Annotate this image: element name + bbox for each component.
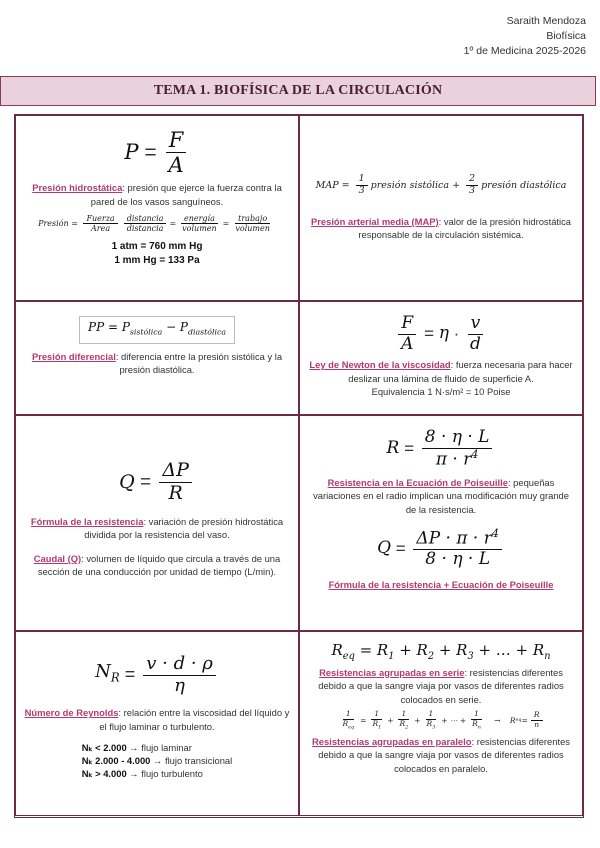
formula-p-f-a: P = $\frac{F}{A}$ bbox=[16, 128, 298, 177]
formula-series-resistance: $R_{eq} = R_1 + R_2 + R_3$ + … + $R_n$ bbox=[331, 641, 551, 662]
formula-pressure-equivalences: Presión = $\frac{\text{Fuerza}}{\text{Área}}$ $\frac{\text{distancia}}{\text{distancia}}$ = $\frac{\text{energía}}{\text{volumen}}$ = $\frac{\text{trabajo}}{\text{volumen}}$ bbox=[38, 214, 270, 234]
term-hydrostatic: Presión hidrostática bbox=[32, 182, 123, 194]
cell-series-parallel bbox=[299, 631, 583, 816]
cell-mean-arterial-pressure bbox=[299, 115, 583, 301]
cell-poiseuille bbox=[299, 415, 583, 631]
cell-reynolds bbox=[15, 631, 299, 816]
term-series: Resistencias agrupadas en serie bbox=[319, 666, 465, 678]
desc-newton: : fuerza necesaria para hacer deslizar una lámina de fluido de superficie A. bbox=[348, 359, 573, 384]
document-header bbox=[464, 14, 586, 59]
formula-q-poiseuille: Q = $\frac{\Delta P \cdot \pi \cdot r^4}{8 \cdot \eta \cdot L}$ bbox=[300, 528, 582, 570]
formula-q-dp-r: Q = $\frac{\Delta P}{R}$ bbox=[16, 460, 298, 505]
desc-differential: : diferencia entre la presión sistólica y la presión diastólica. bbox=[115, 350, 283, 376]
reynolds-flow-list bbox=[82, 741, 232, 780]
title-banner bbox=[0, 76, 596, 106]
desc-series: : resistencias diferentes debido a que la sangre viaja por vasos de diferentes radios colocados en serie. bbox=[318, 666, 564, 705]
page-title: TEMA 1. BIOFÍSICA DE LA CIRCULACIÓN bbox=[153, 83, 443, 98]
cell-resistance-formula bbox=[15, 415, 299, 631]
term-poiseuille: Resistencia en la Ecuación de Poiseuille bbox=[327, 476, 508, 488]
formula-r-poiseuille: R = $\frac{8 \cdot \eta \cdot L}{\pi \cdot r^4}$ bbox=[300, 428, 582, 470]
term-reynolds: Número de Reynolds bbox=[24, 707, 119, 719]
term-parallel: Resistencias agrupadas en paralelo bbox=[312, 735, 472, 747]
unit-equivalence-atm: 1 atm = 760 mm Hg bbox=[111, 240, 203, 252]
desc-resistance: : variación de presión hidrostática dividida por la resistencia del vaso. bbox=[84, 515, 284, 541]
desc-reynolds: : relación entre la viscosidad del líquido y el flujo laminar o turbulento. bbox=[99, 707, 290, 732]
list-item: Nₖ 2.000 - 4.000 → flujo transicional bbox=[81, 755, 233, 767]
desc-map: : valor de la presión hidrostática responsable de la circulación sistémica. bbox=[358, 215, 572, 241]
author-name: Saraith Mendoza bbox=[506, 15, 586, 27]
cell-hydrostatic-pressure bbox=[15, 115, 299, 301]
list-item: Nₖ < 2.000 → flujo laminar bbox=[81, 742, 192, 754]
cell-newton-viscosity bbox=[299, 301, 583, 415]
unit-equivalence-mmhg: 1 mm Hg = 133 Pa bbox=[114, 254, 200, 266]
subject-name: Biofísica bbox=[546, 30, 586, 42]
formula-newton-viscosity: $\frac{F}{A}$ = η · $\frac{v}{d}$ bbox=[300, 314, 582, 354]
term-resistance: Fórmula de la resistencia bbox=[30, 515, 144, 527]
desc-hydrostatic: : presión que ejerce la fuerza contra la pared de los vasos sanguíneos. bbox=[90, 182, 282, 207]
term-differential: Presión diferencial bbox=[31, 350, 116, 362]
desc-caudal: : volumen de líquido que circula a través de una sección de una conducción por unidad de tiempo (L/min). bbox=[37, 552, 281, 578]
formula-grid bbox=[14, 114, 584, 818]
desc-parallel: : resistencias diferentes debido a que la sangre viaja por vasos de diferentes radios colocados en paralelo. bbox=[318, 735, 570, 774]
term-caudal: Caudal (Q) bbox=[33, 552, 82, 564]
formula-parallel-resistance: $\frac{1}{R_{eq}}$ = $\frac{1}{R_1}$ + $\frac{1}{R_2}$ + $\frac{1}{R_3}$ + ⋯ + $\frac{1}{R_n}$ → R eq = $\frac{R}{n}$ bbox=[300, 710, 582, 731]
viscosity-equivalence: Equivalencia 1 N·s/m² = 10 Poise bbox=[371, 386, 511, 398]
formula-pulse-pressure: PP = $P_{sistólica} - P_{diastólica}$ bbox=[79, 316, 235, 344]
list-item: Nₖ > 4.000 → flujo turbulento bbox=[81, 768, 203, 780]
term-newton: Ley de Newton de la viscosidad bbox=[309, 359, 451, 371]
course-name: 1º de Medicina 2025-2026 bbox=[463, 45, 586, 57]
term-resistance-poiseuille: Fórmula de la resistencia + Ecuación de Poiseuille bbox=[328, 579, 554, 590]
cell-differential-pressure bbox=[15, 301, 299, 415]
formula-reynolds: $N_R$ = $\frac{v \cdot d \cdot \rho}{\eta}$ bbox=[16, 654, 298, 696]
term-map: Presión arterial media (MAP) bbox=[310, 215, 439, 227]
desc-poiseuille: : pequeñas variaciones en el radio implican una modificación muy grande de la resistencia. bbox=[313, 476, 569, 515]
formula-map: MAP = $\frac{1}{3}$ presión sistólica + $\frac{2}{3}$ presión diastólica bbox=[315, 173, 567, 196]
